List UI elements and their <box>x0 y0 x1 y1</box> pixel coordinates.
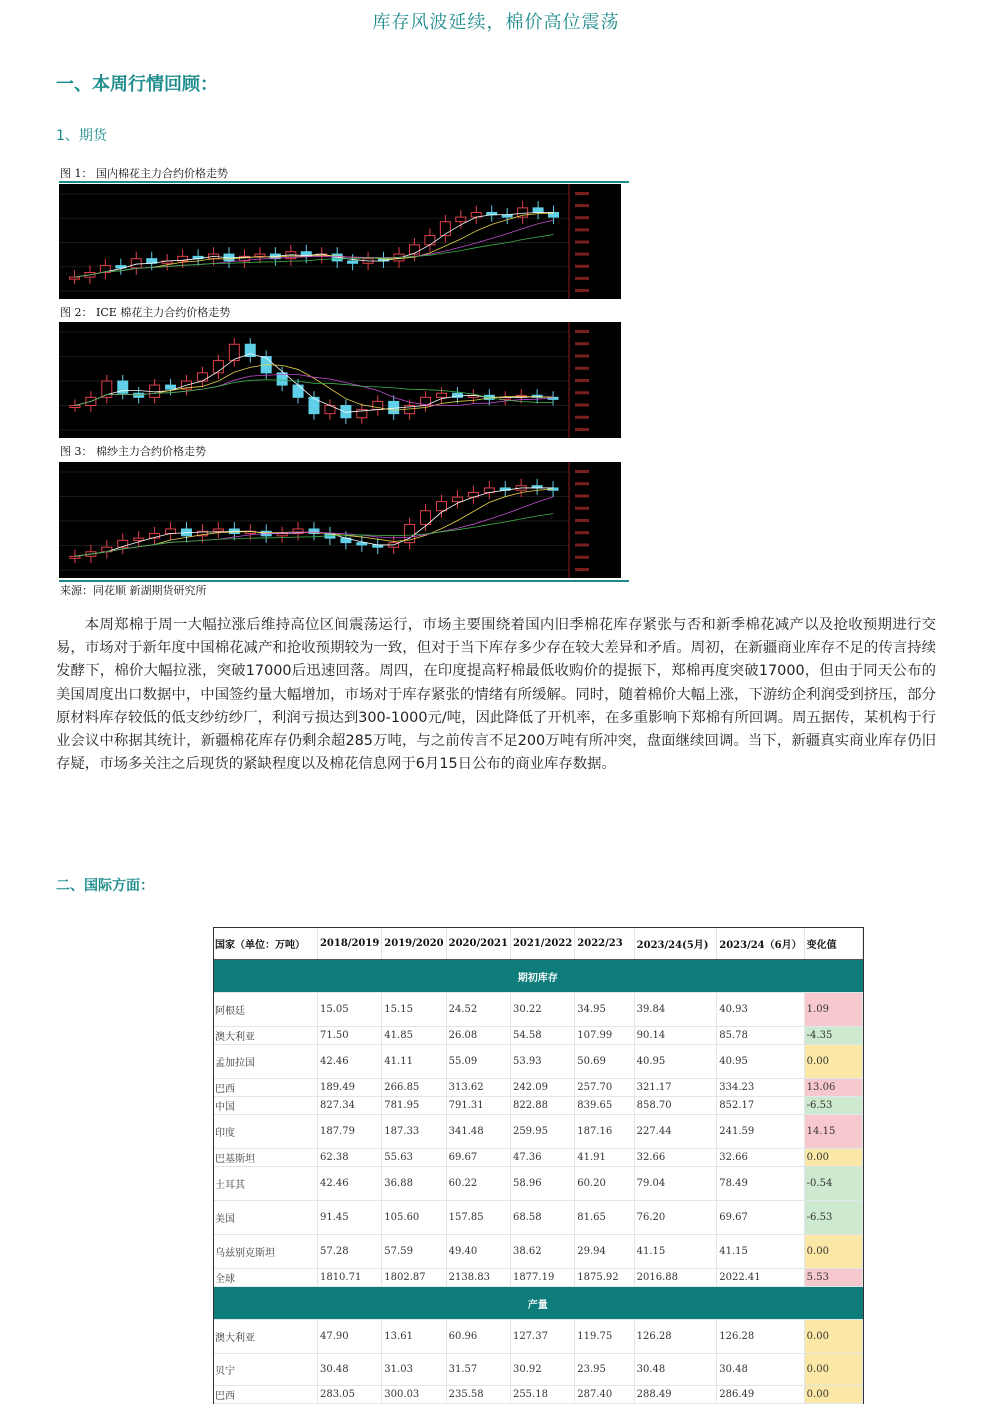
value-cell: 15.05 <box>317 993 381 1027</box>
axis-tick-label <box>575 495 589 498</box>
value-cell: 287.40 <box>575 1386 634 1404</box>
change-cell: 0.00 <box>804 1386 862 1404</box>
country-cell: 全球 <box>213 1269 317 1287</box>
axis-tick-label <box>575 355 589 358</box>
axis-tick-label <box>575 241 589 244</box>
value-cell: 78.49 <box>717 1167 804 1201</box>
value-cell: 76.20 <box>634 1201 717 1235</box>
axis-tick-label <box>575 342 589 345</box>
value-cell: 2022.41 <box>717 1269 804 1287</box>
value-cell: 1802.87 <box>382 1269 446 1287</box>
candle <box>357 543 367 545</box>
value-cell: 79.04 <box>634 1167 717 1201</box>
table-row <box>213 1386 863 1404</box>
change-cell: 0.00 <box>804 1320 862 1354</box>
candle <box>166 385 176 389</box>
table-row <box>213 1235 863 1269</box>
value-cell: 54.58 <box>510 1027 574 1045</box>
table-header-cell: 2018/2019 <box>317 927 381 960</box>
source-note: 来源：同花顺 新湖期货研究所 <box>60 584 207 597</box>
value-cell: 47.90 <box>317 1320 381 1354</box>
value-cell: 313.62 <box>446 1079 510 1097</box>
axis-tick-label <box>575 192 589 195</box>
table-row <box>213 1149 863 1167</box>
country-cell: 阿根廷 <box>213 993 317 1027</box>
table-header-cell: 2023/24(5月) <box>634 927 717 960</box>
table-row <box>213 1269 863 1287</box>
country-cell: 巴基斯坦 <box>213 1149 317 1167</box>
candle <box>452 497 462 502</box>
value-cell: 126.28 <box>717 1320 804 1354</box>
value-cell: 26.08 <box>446 1027 510 1045</box>
country-cell: 巴西 <box>213 1079 317 1097</box>
value-cell: 30.48 <box>634 1354 717 1386</box>
figure-1-rule <box>59 181 629 183</box>
subsection-heading-futures: 1、期货 <box>56 128 107 144</box>
value-cell: 60.20 <box>575 1167 634 1201</box>
value-cell: 259.95 <box>510 1115 574 1149</box>
value-cell: 286.49 <box>717 1386 804 1404</box>
candle <box>533 208 543 213</box>
value-cell: 58.96 <box>510 1167 574 1201</box>
market-review-paragraph: 本周郑棉于周一大幅拉涨后维持高位区间震荡运行，市场主要围绕着国内旧季棉花库存紧张与否和新季棉花减产以及抢收预期进行交易，市场对于新年度中国棉花减产和抢收预期较为一致，但对于当下库存多少存在较大差异和矛盾。周初，在新疆商业库存不足的传言持续发酵下，棉价大幅拉涨，突破17000后迅速回落。周四，在印度提高籽棉最低收购价的提振下，郑棉再度突破17000，但由于同天公布的美国周度出口数据中，中国签约量大幅增加，市场对于库存紧张的情绪有所缓解。同时，随着棉价大幅上涨，下游纺企利润受到挤压，部分原材料库存较低的低支纱纺纱厂，利润亏损达到300-1000元/吨，因此降低了开机率，在多重影响下郑棉有所回调。周五据传，某机构于行业会议中称据其统计，新疆棉花库存仍剩余超285万吨，与之前传言不足200万吨有所冲突，盘面继续回调。当下，新疆真实商业库存仍旧存疑，市场多关注之后现货的紧缺程度以及棉花信息网于6月15日公布的商业库存数据。 <box>56 617 937 773</box>
table-header-row <box>213 927 863 960</box>
value-cell: 341.48 <box>446 1115 510 1149</box>
axis-tick-label <box>575 404 589 407</box>
value-cell: 57.28 <box>317 1235 381 1269</box>
value-cell: 235.58 <box>446 1386 510 1404</box>
value-cell: 242.09 <box>510 1079 574 1097</box>
axis-tick-label <box>575 367 589 370</box>
value-cell: 32.66 <box>717 1149 804 1167</box>
value-cell: 127.37 <box>510 1320 574 1354</box>
country-cell: 巴西 <box>213 1386 317 1404</box>
table-row <box>213 1045 863 1079</box>
figure-3-caption: 图 3： 棉纱主力合约价格走势 <box>60 445 206 458</box>
value-cell: 34.95 <box>575 993 634 1027</box>
value-cell: 41.85 <box>382 1027 446 1045</box>
change-cell: 0.00 <box>804 1235 862 1269</box>
value-cell: 40.93 <box>717 993 804 1027</box>
value-cell: 41.91 <box>575 1149 634 1167</box>
candle <box>440 222 450 236</box>
axis-tick-label <box>575 507 589 510</box>
axis-tick-label <box>575 253 589 256</box>
value-cell: 36.88 <box>382 1167 446 1201</box>
candle <box>70 406 80 408</box>
value-cell: 187.16 <box>575 1115 634 1149</box>
country-cell: 澳大利亚 <box>213 1027 317 1045</box>
table-row <box>213 1115 863 1149</box>
table-header-cell: 变化值 <box>804 927 862 960</box>
value-cell: 2138.83 <box>446 1269 510 1287</box>
value-cell: 321.17 <box>634 1079 717 1097</box>
candle <box>293 385 303 397</box>
value-cell: 187.79 <box>317 1115 381 1149</box>
value-cell: 23.95 <box>575 1354 634 1386</box>
value-cell: 1877.19 <box>510 1269 574 1287</box>
value-cell: 187.33 <box>382 1115 446 1149</box>
candle <box>134 538 144 540</box>
country-cell: 乌兹别克斯坦 <box>213 1235 317 1269</box>
change-cell: 14.15 <box>804 1115 862 1149</box>
candle <box>131 259 141 268</box>
figure-1-caption: 图 1： 国内棉花主力合约价格走势 <box>60 167 228 180</box>
country-cell: 印度 <box>213 1115 317 1149</box>
table-section-row <box>213 1287 863 1320</box>
value-cell: 71.50 <box>317 1027 381 1045</box>
value-cell: 105.60 <box>382 1201 446 1235</box>
axis-tick-label <box>575 379 589 382</box>
axis-tick-label <box>575 265 589 268</box>
candle <box>425 236 435 245</box>
table-section-row <box>213 960 863 993</box>
axis-tick-label <box>575 544 589 547</box>
table-row <box>213 993 863 1027</box>
value-cell: 47.36 <box>510 1149 574 1167</box>
axis-tick-label <box>575 416 589 419</box>
table-section-title: 产量 <box>213 1287 863 1320</box>
candle <box>456 217 466 222</box>
table-row <box>213 1354 863 1386</box>
table-header-cell: 2019/2020 <box>382 927 446 960</box>
value-cell: 40.95 <box>634 1045 717 1079</box>
value-cell: 31.57 <box>446 1354 510 1386</box>
value-cell: 57.59 <box>382 1235 446 1269</box>
value-cell: 41.15 <box>634 1235 717 1269</box>
candle <box>166 529 176 534</box>
value-cell: 41.11 <box>382 1045 446 1079</box>
moving-average-line <box>75 488 553 556</box>
value-cell: 68.58 <box>510 1201 574 1235</box>
figure-2-chart <box>59 322 621 438</box>
table-header-cell: 2022/23 <box>575 927 634 960</box>
value-cell: 334.23 <box>717 1079 804 1097</box>
value-cell: 24.52 <box>446 993 510 1027</box>
value-cell: 227.44 <box>634 1115 717 1149</box>
value-cell: 255.18 <box>510 1386 574 1404</box>
value-cell: 107.99 <box>575 1027 634 1045</box>
table-header-cell: 2023/24（6月） <box>717 927 804 960</box>
candle <box>197 373 207 381</box>
value-cell: 30.48 <box>717 1354 804 1386</box>
value-cell: 781.95 <box>382 1097 446 1115</box>
section-heading-weekly-review: 一、本周行情回顾： <box>56 74 218 95</box>
value-cell: 300.03 <box>382 1386 446 1404</box>
candle <box>255 254 265 256</box>
value-cell: 53.93 <box>510 1045 574 1079</box>
document-title: 库存风波延续，棉价高位震荡 <box>372 12 620 33</box>
value-cell: 90.14 <box>634 1027 717 1045</box>
candle <box>421 511 431 525</box>
axis-tick-label <box>575 277 589 280</box>
value-cell: 189.49 <box>317 1079 381 1097</box>
value-cell: 2016.88 <box>634 1269 717 1287</box>
table-row <box>213 1201 863 1235</box>
value-cell: 1810.71 <box>317 1269 381 1287</box>
change-cell: 13.06 <box>804 1079 862 1097</box>
value-cell: 119.75 <box>575 1320 634 1354</box>
candle <box>70 556 80 558</box>
axis-tick-label <box>575 428 589 431</box>
candle <box>518 208 528 217</box>
value-cell: 85.78 <box>717 1027 804 1045</box>
value-cell: 55.09 <box>446 1045 510 1079</box>
value-cell: 283.05 <box>317 1386 381 1404</box>
change-cell: -6.53 <box>804 1201 862 1235</box>
figure-1-chart <box>59 184 621 299</box>
value-cell: 126.28 <box>634 1320 717 1354</box>
value-cell: 839.65 <box>575 1097 634 1115</box>
value-cell: 15.15 <box>382 993 446 1027</box>
country-cell: 澳大利亚 <box>213 1320 317 1354</box>
value-cell: 40.95 <box>717 1045 804 1079</box>
value-cell: 81.65 <box>575 1201 634 1235</box>
value-cell: 60.96 <box>446 1320 510 1354</box>
value-cell: 39.84 <box>634 993 717 1027</box>
cotton-stock-table <box>213 927 863 1404</box>
value-cell: 241.59 <box>717 1115 804 1149</box>
value-cell: 38.62 <box>510 1235 574 1269</box>
axis-tick-label <box>575 216 589 219</box>
axis-tick-label <box>575 228 589 231</box>
candle <box>348 261 358 263</box>
value-cell: 1875.92 <box>575 1269 634 1287</box>
axis-tick-label <box>575 568 589 571</box>
axis-tick-label <box>575 391 589 394</box>
value-cell: 60.22 <box>446 1167 510 1201</box>
value-cell: 29.94 <box>575 1235 634 1269</box>
value-cell: 31.03 <box>382 1354 446 1386</box>
change-cell: -4.35 <box>804 1027 862 1045</box>
candle <box>213 529 223 531</box>
change-cell: 5.53 <box>804 1269 862 1287</box>
table-header-cell: 2020/2021 <box>446 927 510 960</box>
table-header-cell: 国家（单位：万吨） <box>213 927 317 960</box>
value-cell: 266.85 <box>382 1079 446 1097</box>
country-cell: 孟加拉国 <box>213 1045 317 1079</box>
table-section-title: 期初库存 <box>213 960 863 993</box>
value-cell: 62.38 <box>317 1149 381 1167</box>
table-row <box>213 1079 863 1097</box>
axis-tick-label <box>575 204 589 207</box>
table-row <box>213 1097 863 1115</box>
value-cell: 32.66 <box>634 1149 717 1167</box>
axis-tick-label <box>575 289 589 292</box>
value-cell: 822.88 <box>510 1097 574 1115</box>
axis-tick-label <box>575 470 589 473</box>
table-header-cell: 2021/2022 <box>510 927 574 960</box>
value-cell: 157.85 <box>446 1201 510 1235</box>
axis-tick-label <box>575 556 589 559</box>
value-cell: 858.70 <box>634 1097 717 1115</box>
value-cell: 42.46 <box>317 1167 381 1201</box>
candle <box>549 212 559 217</box>
axis-tick-label <box>575 330 589 333</box>
value-cell: 13.61 <box>382 1320 446 1354</box>
section-heading-international: 二、国际方面： <box>56 878 154 894</box>
country-cell: 贝宁 <box>213 1354 317 1386</box>
value-cell: 827.34 <box>317 1097 381 1115</box>
country-cell: 美国 <box>213 1201 317 1235</box>
candle <box>437 502 447 511</box>
value-cell: 41.15 <box>717 1235 804 1269</box>
value-cell: 55.63 <box>382 1149 446 1167</box>
value-cell: 91.45 <box>317 1201 381 1235</box>
value-cell: 288.49 <box>634 1386 717 1404</box>
value-cell: 30.48 <box>317 1354 381 1386</box>
value-cell: 42.46 <box>317 1045 381 1079</box>
candle <box>437 393 447 397</box>
value-cell: 69.67 <box>446 1149 510 1167</box>
candle <box>69 277 79 279</box>
change-cell: 0.00 <box>804 1045 862 1079</box>
change-cell: -0.54 <box>804 1167 862 1201</box>
candle <box>134 393 144 397</box>
country-cell: 中国 <box>213 1097 317 1115</box>
axis-tick-label <box>575 482 589 485</box>
value-cell: 49.40 <box>446 1235 510 1269</box>
value-cell: 852.17 <box>717 1097 804 1115</box>
value-cell: 257.70 <box>575 1079 634 1097</box>
value-cell: 69.67 <box>717 1201 804 1235</box>
change-cell: -6.53 <box>804 1097 862 1115</box>
change-cell: 0.00 <box>804 1149 862 1167</box>
country-cell: 土耳其 <box>213 1167 317 1201</box>
axis-tick-label <box>575 519 589 522</box>
change-cell: 1.09 <box>804 993 862 1027</box>
figure-3-chart <box>59 462 621 578</box>
value-cell: 30.22 <box>510 993 574 1027</box>
candle <box>409 245 419 254</box>
axis-tick-label <box>575 531 589 534</box>
value-cell: 30.92 <box>510 1354 574 1386</box>
value-cell: 791.31 <box>446 1097 510 1115</box>
value-cell: 50.69 <box>575 1045 634 1079</box>
table-row <box>213 1167 863 1201</box>
table-row <box>213 1027 863 1045</box>
table-row <box>213 1320 863 1354</box>
change-cell: 0.00 <box>804 1354 862 1386</box>
figure-2-caption: 图 2： ICE 棉花主力合约价格走势 <box>60 306 231 319</box>
